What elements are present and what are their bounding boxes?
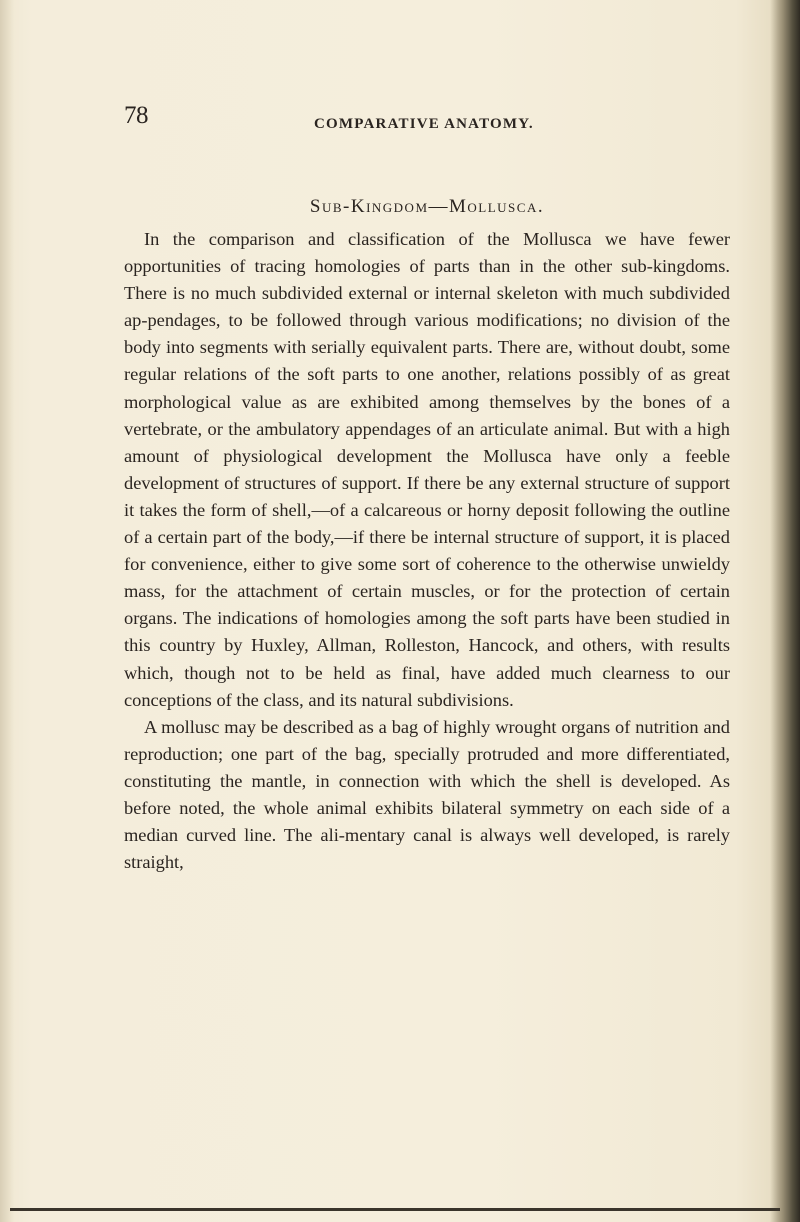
- running-head: COMPARATIVE ANATOMY.: [314, 116, 534, 132]
- bottom-edge-rule: [10, 1208, 780, 1211]
- page-binding-shadow: [770, 0, 800, 1222]
- paragraph: In the comparison and classification of the Mollusca we have fewer opportunities of tracing homologies of parts than in the other sub-kingdoms. There is no much subdivided external or internal skeleton with much subdivided ap-pendages, to be followed through various modifications; no division of the body into segments with serially equivalent parts. There are, without doubt, some regular relations of the soft parts to one another, relations possibly of as great morphological value as are exhibited among themselves by the bones of a vertebrate, or the ambulatory appendages of an articulate animal. But with a high amount of physiological development the Mollusca have only a feeble development of structures of support. If there be any external structure of support it takes the form of shell,—of a calcareous or horny deposit following the outline of a certain part of the body,—if there be internal structure of support, it is placed for convenience, either to give some sort of coherence to the otherwise unwieldy mass, for the attachment of certain muscles, or for the protection of certain organs. The indications of homologies among the soft parts have been studied in this country by Huxley, Allman, Rolleston, Hancock, and others, with results which, though not to be held as final, have added much clearness to our conceptions of the class, and its natural subdivisions.: [124, 229, 730, 710]
- body-text: [124, 226, 730, 876]
- page-header: [124, 104, 724, 138]
- paragraph: A mollusc may be described as a bag of highly wrought organs of nutrition and reproduction; one part of the bag, specially protruded and more differentiated, constituting the mantle, in connection with which the shell is developed. As before noted, the whole animal exhibits bilateral symmetry on each side of a median curved line. The ali-mentary canal is always well developed, is rarely straight,: [124, 716, 730, 873]
- page-number: 78: [124, 102, 148, 129]
- section-title: Sub-Kingdom—Mollusca.: [309, 196, 545, 217]
- page-left-edge: [0, 0, 14, 1222]
